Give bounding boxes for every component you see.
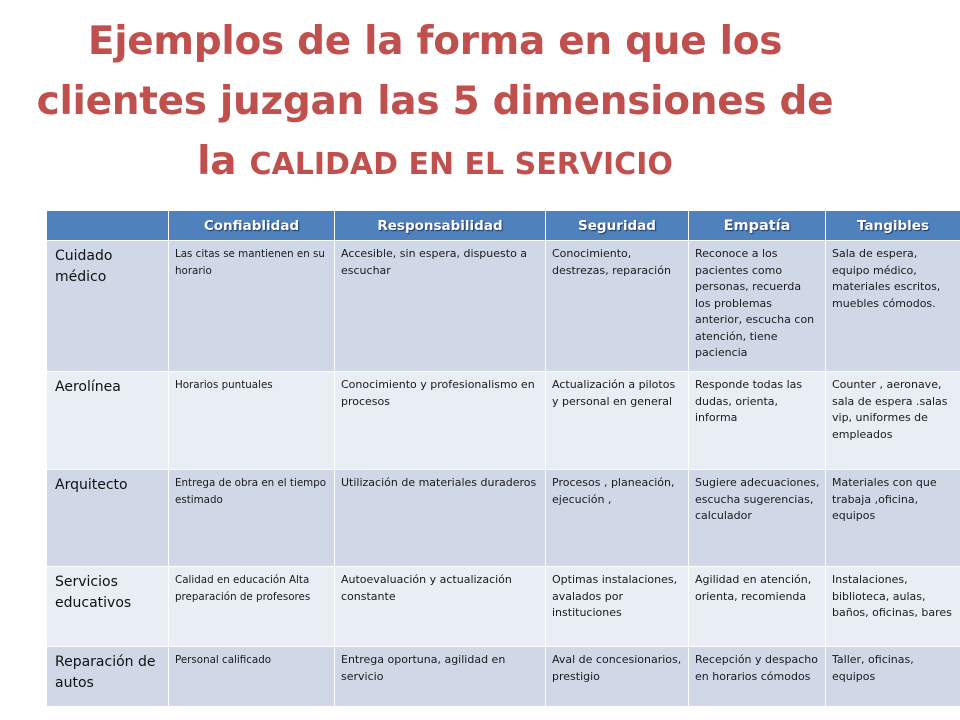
row-label: Arquitecto [47, 470, 169, 567]
table-cell: Horarios puntuales [169, 372, 335, 470]
row-label: Servicios educativos [47, 567, 169, 647]
table-cell: Sala de espera, equipo médico, materiales escritos, muebles cómodos. [826, 241, 960, 372]
table-row [47, 470, 960, 567]
title-line-3 [20, 132, 850, 195]
table-row [47, 241, 960, 372]
title-line-3-caps: CALIDAD EN EL SERVICIO [249, 147, 673, 182]
row-label: Aerolínea [47, 372, 169, 470]
header-tangibles: Tangibles [826, 211, 960, 241]
service-quality-table [46, 210, 960, 707]
table-cell: Responde todas las dudas, orienta, informa [689, 372, 826, 470]
table-cell: Counter , aeronave, sala de espera .salas vip, uniformes de empleados [826, 372, 960, 470]
table-row [47, 372, 960, 470]
table-cell: Entrega de obra en el tiempo estimado [169, 470, 335, 567]
table-header-row [47, 211, 960, 241]
table-cell: Calidad en educación Alta preparación de profesores [169, 567, 335, 647]
table-cell: Accesible, sin espera, dispuesto a escuchar [335, 241, 546, 372]
row-label: Cuidado médico [47, 241, 169, 372]
table-cell: Taller, oficinas, equipos [826, 647, 960, 707]
table-cell: Procesos , planeación, ejecución , [546, 470, 689, 567]
title-line-3-prefix: la [197, 139, 250, 184]
header-responsabilidad: Responsabilidad [335, 211, 546, 241]
table-cell: Materiales con que trabaja ,oficina, equipos [826, 470, 960, 567]
title-line-1: Ejemplos de la forma en que los [87, 19, 783, 64]
table-cell: Conocimiento, destrezas, reparación [546, 241, 689, 372]
table-cell: Personal calificado [169, 647, 335, 707]
table-cell: Instalaciones, biblioteca, aulas, baños, oficinas, bares [826, 567, 960, 647]
table-cell: Agilidad en atención, orienta, recomienda [689, 567, 826, 647]
header-seguridad: Seguridad [546, 211, 689, 241]
table-cell: Aval de concesionarios, prestigio [546, 647, 689, 707]
table-cell: Conocimiento y profesionalismo en procesos [335, 372, 546, 470]
header-empatia: Empatía [689, 211, 826, 241]
table-cell: Actualización a pilotos y personal en general [546, 372, 689, 470]
slide-title [20, 12, 850, 195]
table-cell: Recepción y despacho en horarios cómodos [689, 647, 826, 707]
row-label: Reparación de autos [47, 647, 169, 707]
table-cell: Las citas se mantienen en su horario [169, 241, 335, 372]
header-corner [47, 211, 169, 241]
table-cell: Utilización de materiales duraderos [335, 470, 546, 567]
title-line-2: clientes juzgan las 5 dimensiones de [36, 79, 834, 124]
table-cell: Optimas instalaciones, avalados por instituciones [546, 567, 689, 647]
table-cell: Autoevaluación y actualización constante [335, 567, 546, 647]
header-confiabilidad: Confiablidad [169, 211, 335, 241]
table-cell: Reconoce a los pacientes como personas, recuerda los problemas anterior, escucha con atención, tiene paciencia [689, 241, 826, 372]
table-row [47, 647, 960, 707]
table-row [47, 567, 960, 647]
table-cell: Entrega oportuna, agilidad en servicio [335, 647, 546, 707]
table-cell: Sugiere adecuaciones, escucha sugerencias, calculador [689, 470, 826, 567]
